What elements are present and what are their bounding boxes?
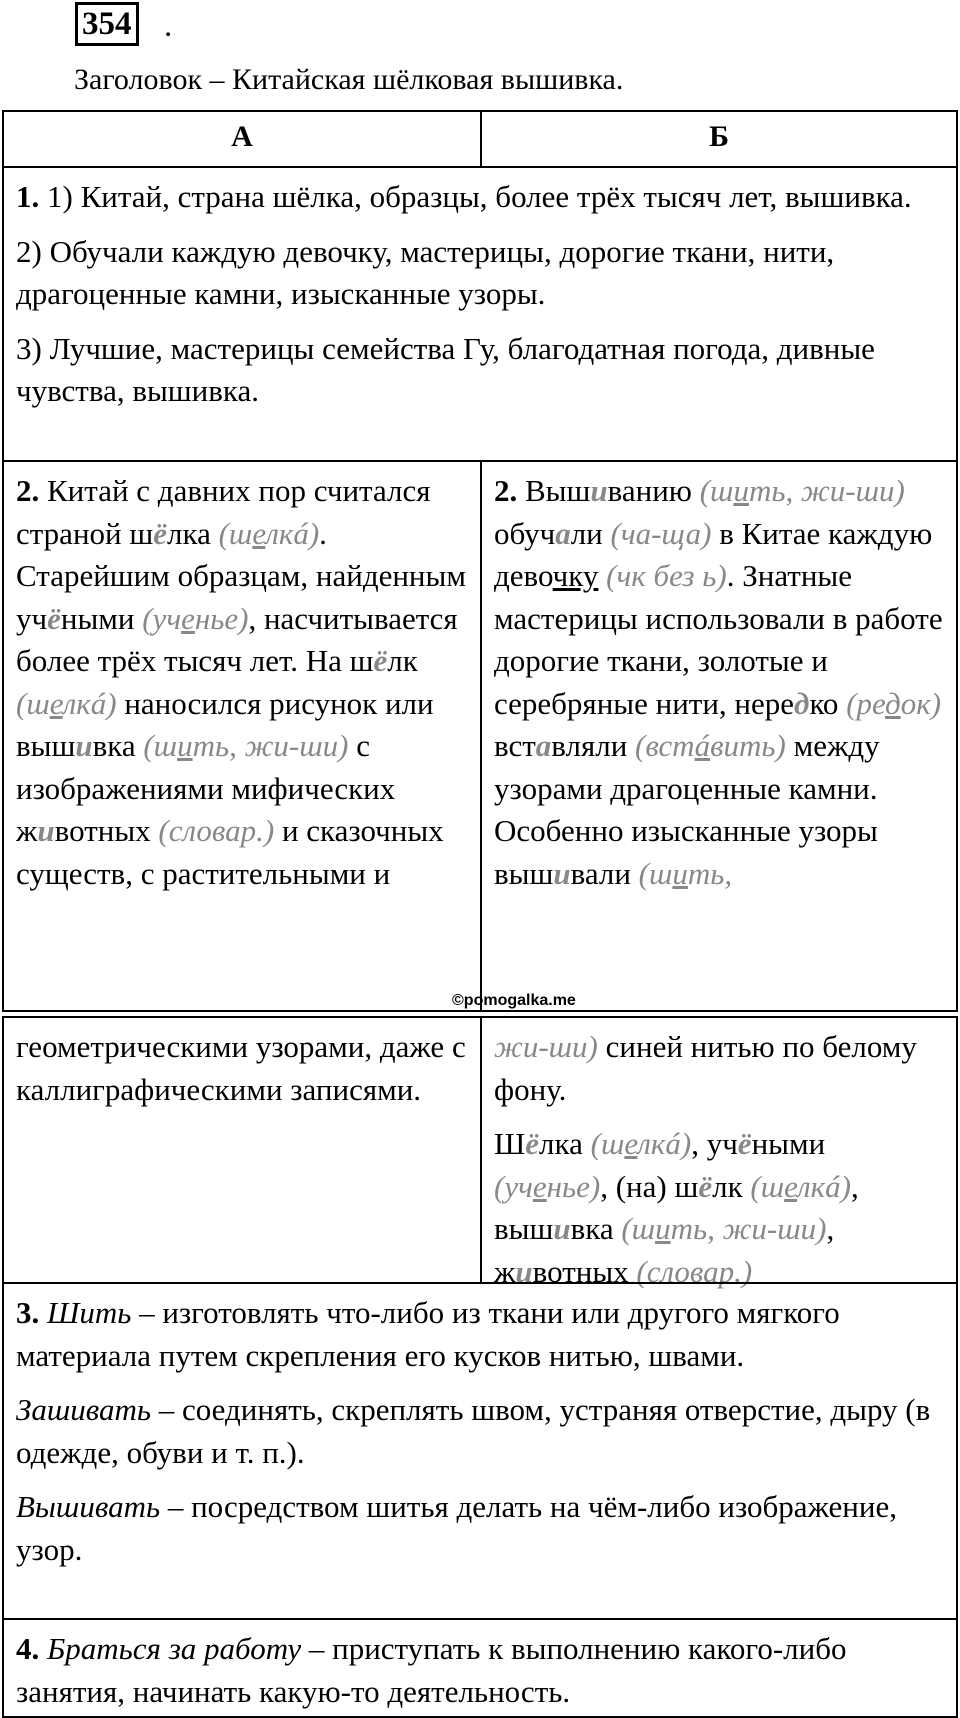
section-2-column-b-continued [480, 1016, 958, 1289]
rule-hint: (уч [142, 600, 182, 636]
rule-hint: вить) [710, 728, 786, 763]
rule-hint-underlined: á [694, 728, 711, 763]
section-1-number: 1. [16, 179, 40, 214]
highlight-letter: а [555, 515, 571, 551]
rule-hint: ть, [687, 855, 733, 891]
rule-hint: (ш [621, 1211, 656, 1246]
highlight-letter: ё [153, 515, 168, 551]
section-2a-text: лк [387, 643, 418, 678]
section-3 [2, 1282, 958, 1620]
section-2b-text: . Знатные мастерицы использовали в работе дорогие ткани, золотые и серебряные нити, нере [494, 558, 943, 721]
highlight-letter: ё [698, 1168, 713, 1204]
rule-hint: (ш [638, 855, 673, 891]
rule-hint: (словар.) [636, 1253, 753, 1289]
rule-hint-underlined: е [49, 685, 63, 721]
term: Шить [39, 1295, 132, 1330]
definition: – посредством шитья делать на чём-либо изображение, узор. [16, 1489, 897, 1567]
section-1-para-2: 2) Обучали каждую девочку, мастерицы, дорогие ткани, нити, драгоценные камни, изысканные узоры. [16, 233, 835, 311]
exercise-number: 354 [75, 2, 139, 46]
column-header-b-label: Б [709, 120, 729, 153]
rule-hint: ть, жи-ши) [670, 1211, 827, 1246]
rule-hint: ть, жи-ши) [748, 473, 905, 508]
section-2b-text: Выш [517, 473, 591, 508]
highlight-letter: и [553, 855, 571, 891]
section-2a-text: вка [92, 728, 144, 763]
rule-hint-underlined: е [784, 1168, 798, 1204]
column-header-b [480, 110, 958, 168]
section-2b-text: ванию [607, 473, 700, 508]
word-part: , (на) ш [600, 1168, 699, 1204]
word-part: вка [570, 1211, 622, 1246]
section-2b-text [598, 558, 606, 593]
section-2a-text: , насчитывается более трёх тысяч лет. На ш [16, 600, 458, 678]
section-2a-text: вотных [54, 813, 159, 848]
section-3-number: 3. [16, 1295, 40, 1330]
term: Браться за работу [39, 1631, 302, 1666]
word-part: вотных [532, 1253, 637, 1289]
rule-hint: (ш [16, 685, 50, 721]
section-2b-text: в Китае каждую дево [494, 515, 933, 593]
rule-hint: (ре [846, 685, 885, 721]
section-3-para-2 [16, 1389, 944, 1474]
rule-hint: ок) [900, 685, 942, 721]
section-2b-text: обуч [494, 515, 556, 551]
section-1-para-1 [16, 176, 944, 219]
section-2a-text: ными [60, 600, 143, 636]
highlight-letter: ё [47, 600, 61, 636]
highlight-letter: а [535, 728, 552, 763]
rule-hint-underlined: е [532, 1168, 547, 1204]
highlight-letter: д [794, 685, 810, 721]
term: Зашивать [16, 1392, 151, 1427]
rule-hint: (ш [590, 1126, 625, 1161]
rule-hint: лкá) [797, 1168, 851, 1204]
word-list [494, 1123, 944, 1293]
section-2b-text: синей нитью по белому фону. [494, 1029, 917, 1107]
word-part: лка [539, 1126, 591, 1161]
rule-hint: (ш [699, 473, 734, 508]
word-part: , выш [494, 1168, 859, 1246]
word-part: лк [712, 1168, 751, 1204]
rule-hint-underlined: е [181, 600, 195, 636]
section-1-text-1: 1) Китай, страна шёлка, образцы, более трёх тысяч лет, вышивка. [39, 179, 912, 214]
section-2-column-b [480, 460, 958, 1012]
rule-hint: жи-ши) [494, 1029, 598, 1064]
rule-hint: (уч [494, 1168, 533, 1204]
term: Вышивать [16, 1489, 161, 1524]
highlight-letter: ё [737, 1126, 752, 1161]
heading: Заголовок – Китайская шёлковая вышивка. [74, 63, 624, 96]
section-2a-number: 2. [16, 473, 40, 508]
rule-hint: (ш [143, 728, 178, 763]
exercise-number-dot: . [164, 8, 173, 44]
underlined-letters: чку [552, 558, 599, 593]
rule-hint: (вст [635, 728, 695, 763]
section-2b-text: ли [570, 515, 611, 551]
section-2a-text: . Старейшим образцам, найденным уч [16, 515, 466, 636]
rule-hint: лкá) [62, 685, 117, 721]
section-4 [2, 1618, 958, 1718]
rule-hint-underlined: и [655, 1211, 671, 1246]
definition: – изготовлять что-либо из ткани или другого мягкого материала путем скрепления его кусков нитью, швами. [16, 1295, 840, 1373]
rule-hint: (ш [218, 515, 253, 551]
highlight-letter: ё [525, 1126, 540, 1161]
section-2b-text: вали [570, 855, 639, 891]
rule-hint-underlined: е [624, 1126, 638, 1161]
rule-hint: (чк без ь) [606, 558, 727, 593]
definition: – соединять, скреплять швом, устраняя отверстие, дыру (в одежде, обуви и т. п.). [16, 1392, 931, 1470]
highlight-letter: и [75, 728, 93, 763]
highlight-letter: и [37, 813, 55, 848]
section-2b-text: ко [809, 685, 847, 721]
section-2-column-a [2, 460, 482, 1012]
word-part: , ж [494, 1211, 835, 1289]
definition: – приступать к выполнению какого-либо занятия, начинать какую-то деятельность. [16, 1631, 847, 1709]
watermark: ©pomogalka.me [452, 992, 576, 1009]
rule-hint-underlined: и [177, 728, 193, 763]
section-2a-continuation: геометрическими узорами, даже с каллиграфическими записями. [16, 1029, 466, 1107]
section-2b-continuation [494, 1026, 944, 1111]
highlight-letter: и [515, 1253, 533, 1289]
rule-hint: лкá) [637, 1126, 692, 1161]
rule-hint: лкá) [265, 515, 320, 551]
section-2a-text: с изображениями мифических ж [16, 728, 396, 848]
section-4-number: 4. [16, 1631, 40, 1666]
section-2a-text: Китай с давних пор считался страной ш [16, 473, 431, 551]
section-2b-text: вляли [551, 728, 636, 763]
rule-hint: нье) [546, 1168, 601, 1204]
rule-hint-underlined: е [252, 515, 266, 551]
column-header-a-label: А [231, 120, 253, 153]
rule-hint: нье) [194, 600, 249, 636]
rule-hint: ть, жи-ши) [192, 728, 349, 763]
rule-hint: (ча-ща) [610, 515, 712, 551]
rule-hint-underlined: д [885, 685, 901, 721]
highlight-letter: и [590, 473, 608, 508]
rule-hint: (словар.) [158, 813, 275, 848]
word-part: ными [751, 1126, 826, 1161]
rule-hint: (ш [750, 1168, 785, 1204]
word-part: , уч [691, 1126, 738, 1161]
section-2a-text: и сказочных существ, с растительными и [16, 813, 444, 891]
highlight-letter: и [553, 1211, 571, 1246]
section-3-para-3 [16, 1486, 944, 1571]
column-header-a [2, 110, 482, 168]
section-2-column-a-continued [2, 1016, 482, 1284]
section-1-para-3: 3) Лучшие, мастерицы семейства Гу, благодатная погода, дивные чувства, вышивка. [16, 330, 875, 408]
section-2a-text: наносился рисунок или выш [16, 685, 434, 763]
section-2a-text: лка [167, 515, 219, 551]
rule-hint-underlined: и [672, 855, 688, 891]
section-2b-number: 2. [494, 473, 518, 508]
highlight-letter: ё [373, 643, 388, 678]
section-3-para-1 [16, 1292, 944, 1377]
word-part: Ш [494, 1126, 526, 1161]
section-2b-text: между узорами драгоценные камни. Особенно изысканные узоры выш [494, 728, 880, 891]
rule-hint-underlined: и [733, 473, 749, 508]
section-2b-text: вст [494, 728, 536, 763]
section-1 [2, 166, 958, 462]
